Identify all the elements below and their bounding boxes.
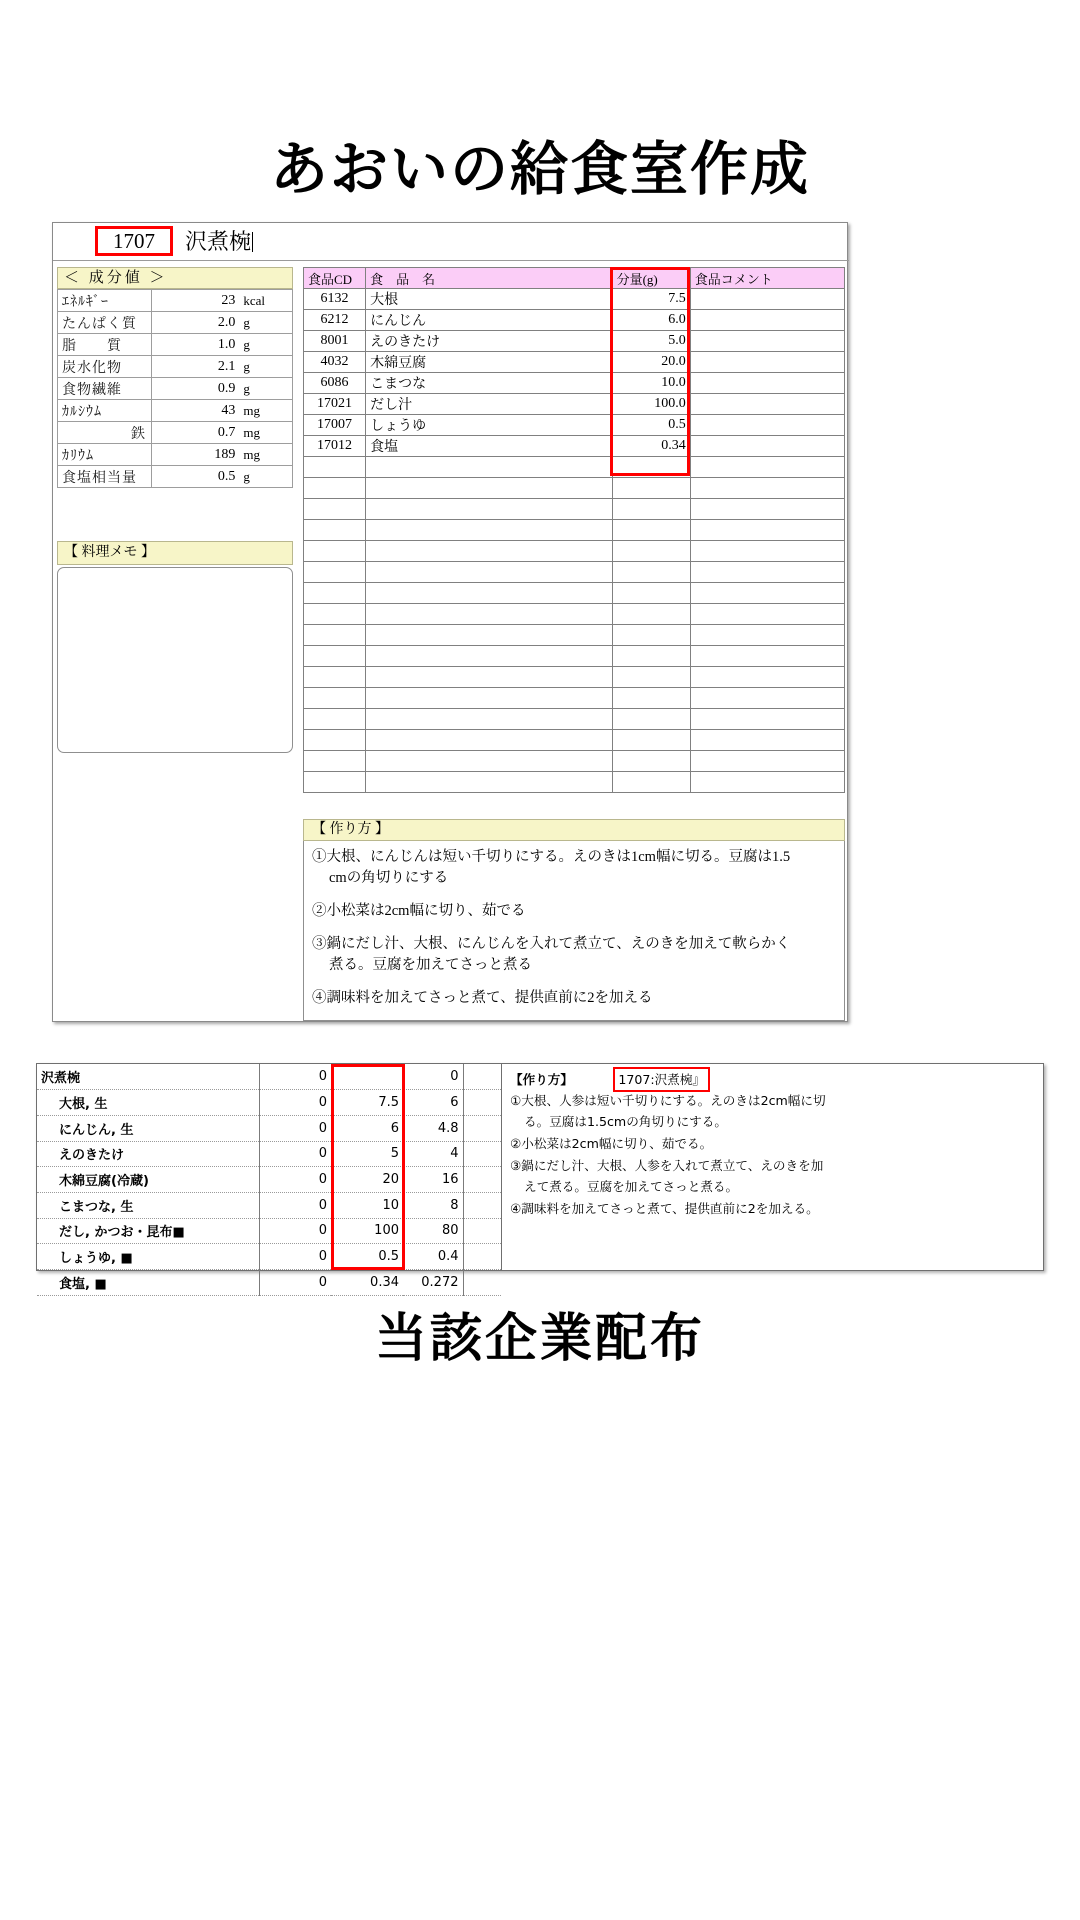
- column-header-quantity: 分量(g): [612, 268, 690, 289]
- spreadsheet-method-step-text: ①大根、人参は短い千切りにする。えのきは2cm幅に切: [510, 1093, 826, 1108]
- spreadsheet-method-step-text: ②小松菜は2cm幅に切り、茹でる。: [510, 1136, 713, 1151]
- table-row: [304, 415, 845, 436]
- method-step: [312, 901, 836, 922]
- spreadsheet-col-d: [463, 1064, 501, 1090]
- nutrition-unit: g: [239, 356, 292, 378]
- spreadsheet-item-name: しょうゆ, ■: [37, 1244, 259, 1270]
- table-row-empty[interactable]: [304, 604, 845, 625]
- table-row: [304, 436, 845, 457]
- ingredient-code: 17021: [304, 394, 366, 415]
- spreadsheet-method-step-text: ③鍋にだし汁、大根、人参を入れて煮立て、えのきを加: [510, 1158, 824, 1173]
- method-step-continuation: cmの角切りにする: [329, 870, 449, 886]
- spreadsheet-method-label: 【作り方】: [510, 1072, 573, 1087]
- spreadsheet-col-a: 0: [259, 1115, 331, 1141]
- method-steps-list: [303, 841, 845, 1021]
- memo-section-title: 【 料理メモ 】: [57, 541, 293, 565]
- table-row: [58, 290, 293, 312]
- spreadsheet-col-c: 6: [403, 1090, 463, 1116]
- nutrition-value: 0.7: [152, 422, 240, 444]
- ingredient-code: 6132: [304, 289, 366, 310]
- ingredient-comment: [690, 331, 844, 352]
- ingredient-name: 大根: [366, 289, 612, 310]
- method-step: [312, 847, 836, 889]
- spreadsheet-method-step-text: ④調味料を加えてさっと煮て、提供直前に2を加える。: [510, 1201, 819, 1216]
- spreadsheet-col-quantity: 100: [331, 1218, 403, 1244]
- spreadsheet-col-d: [463, 1090, 501, 1116]
- page-title: あおいの給食室作成: [269, 135, 810, 203]
- table-row: [37, 1167, 501, 1193]
- table-row: [37, 1218, 501, 1244]
- ingredient-comment: [690, 394, 844, 415]
- nutrition-unit: kcal: [239, 290, 292, 312]
- spreadsheet-col-c: 80: [403, 1218, 463, 1244]
- ingredient-comment: [690, 436, 844, 457]
- spreadsheet-col-a: 0: [259, 1244, 331, 1270]
- table-row: [304, 310, 845, 331]
- spreadsheet-method-header: [510, 1067, 1038, 1089]
- spreadsheet-item-name: えのきたけ: [37, 1141, 259, 1167]
- table-row: [37, 1141, 501, 1167]
- table-row-empty[interactable]: [304, 772, 845, 793]
- recipe-code-highlight: [95, 226, 173, 256]
- ingredient-code: 6212: [304, 310, 366, 331]
- nutrition-label: 炭水化物: [58, 356, 152, 378]
- table-row: [304, 331, 845, 352]
- spreadsheet-col-d: [463, 1218, 501, 1244]
- ingredient-quantity: 6.0: [612, 310, 690, 331]
- nutrition-value: 43: [152, 400, 240, 422]
- nutrition-label: 鉄: [58, 422, 152, 444]
- nutrition-table: [57, 289, 293, 488]
- ingredient-table: [303, 267, 845, 793]
- table-row-empty[interactable]: [304, 646, 845, 667]
- table-row-empty[interactable]: [304, 499, 845, 520]
- table-row-empty[interactable]: [304, 478, 845, 499]
- spreadsheet-col-d: [463, 1270, 501, 1296]
- table-row: [37, 1244, 501, 1270]
- table-row: [58, 422, 293, 444]
- spreadsheet-col-a: 0: [259, 1192, 331, 1218]
- ingredient-table-header-row: [304, 268, 845, 289]
- table-row: [58, 466, 293, 488]
- spreadsheet-col-d: [463, 1115, 501, 1141]
- footer-caption: 当該企業配布: [374, 1308, 705, 1369]
- ingredient-name: だし汁: [366, 394, 612, 415]
- nutrition-value: 2.1: [152, 356, 240, 378]
- table-row-empty[interactable]: [304, 751, 845, 772]
- nutrition-unit: g: [239, 378, 292, 400]
- table-row-empty[interactable]: [304, 688, 845, 709]
- ingredient-quantity: 5.0: [612, 331, 690, 352]
- spreadsheet-col-c: 0.4: [403, 1244, 463, 1270]
- ingredient-name: こまつな: [366, 373, 612, 394]
- table-row: [304, 289, 845, 310]
- memo-textarea[interactable]: [57, 567, 293, 753]
- nutrition-value: 189: [152, 444, 240, 466]
- spreadsheet-col-d: [463, 1192, 501, 1218]
- spreadsheet-item-name: 大根, 生: [37, 1090, 259, 1116]
- spreadsheet-col-a: 0: [259, 1270, 331, 1296]
- spreadsheet-col-quantity: 7.5: [331, 1090, 403, 1116]
- spreadsheet-col-a: 0: [259, 1218, 331, 1244]
- table-row: [37, 1192, 501, 1218]
- spreadsheet-col-c: 0.272: [403, 1270, 463, 1296]
- method-step-continuation: 煮る。豆腐を加えてさっと煮る: [329, 957, 532, 973]
- nutrition-unit: g: [239, 334, 292, 356]
- ingredient-name: えのきたけ: [366, 331, 612, 352]
- spreadsheet-col-c: 4: [403, 1141, 463, 1167]
- table-row-empty[interactable]: [304, 709, 845, 730]
- spreadsheet-method-step: [510, 1198, 1038, 1219]
- table-row: [37, 1270, 501, 1296]
- table-row: [58, 378, 293, 400]
- table-row-empty[interactable]: [304, 667, 845, 688]
- spreadsheet-col-d: [463, 1167, 501, 1193]
- table-row: [37, 1090, 501, 1116]
- spreadsheet-col-quantity: 0.34: [331, 1270, 403, 1296]
- method-step-text: ④調味料を加えてさっと煮て、提供直前に2を加える: [312, 990, 653, 1006]
- table-row: [304, 352, 845, 373]
- spreadsheet-col-c: 8: [403, 1192, 463, 1218]
- nutrition-unit: mg: [239, 400, 292, 422]
- table-row: [58, 400, 293, 422]
- ingredient-code: 4032: [304, 352, 366, 373]
- nutrition-label: 食物繊維: [58, 378, 152, 400]
- nutrition-value: 23: [152, 290, 240, 312]
- ingredient-code: 17007: [304, 415, 366, 436]
- recipe-card: [52, 222, 848, 1022]
- spreadsheet-col-a: 0: [259, 1090, 331, 1116]
- spreadsheet-method-step: [510, 1155, 1038, 1197]
- table-row-empty[interactable]: [304, 457, 845, 478]
- nutrition-unit: g: [239, 312, 292, 334]
- ingredient-name: にんじん: [366, 310, 612, 331]
- method-step-text: ③鍋にだし汁、大根、にんじんを入れて煮立て、えのきを加えて軟らかく: [312, 936, 791, 952]
- nutrition-value: 2.0: [152, 312, 240, 334]
- spreadsheet-col-a: 0: [259, 1141, 331, 1167]
- spreadsheet-method-step: [510, 1090, 1038, 1132]
- ingredient-comment: [690, 289, 844, 310]
- spreadsheet-method-step: [510, 1133, 1038, 1154]
- ingredient-quantity: 20.0: [612, 352, 690, 373]
- table-row-empty[interactable]: [304, 541, 845, 562]
- table-row-empty[interactable]: [304, 520, 845, 541]
- spreadsheet-col-d: [463, 1141, 501, 1167]
- nutrition-value: 1.0: [152, 334, 240, 356]
- spreadsheet-col-quantity: 6: [331, 1115, 403, 1141]
- ingredient-table-body: [304, 289, 845, 793]
- spreadsheet-col-c: 4.8: [403, 1115, 463, 1141]
- method-step: [312, 988, 836, 1009]
- column-header-name: 食 品 名: [366, 268, 612, 289]
- column-header-comment: 食品コメント: [690, 268, 844, 289]
- table-row: [37, 1064, 501, 1090]
- spreadsheet-col-quantity: 20: [331, 1167, 403, 1193]
- table-row: [304, 394, 845, 415]
- table-row-empty[interactable]: [304, 625, 845, 646]
- nutrition-label: 食塩相当量: [58, 466, 152, 488]
- table-row: [304, 373, 845, 394]
- table-row-empty[interactable]: [304, 562, 845, 583]
- ingredient-comment: [690, 310, 844, 331]
- spreadsheet-table: [37, 1064, 501, 1296]
- ingredient-comment: [690, 373, 844, 394]
- ingredient-quantity: 7.5: [612, 289, 690, 310]
- ingredient-quantity: 10.0: [612, 373, 690, 394]
- ingredient-name: しょうゆ: [366, 415, 612, 436]
- table-row-empty[interactable]: [304, 583, 845, 604]
- nutrition-label: ｶﾙｼｳﾑ: [58, 400, 152, 422]
- table-row: [58, 356, 293, 378]
- recipe-code: 1707: [113, 228, 155, 253]
- method-step: [312, 934, 836, 976]
- ingredient-table-wrapper: [303, 267, 845, 793]
- method-step-text: ①大根、にんじんは短い千切りにする。えのきは1cm幅に切る。豆腐は1.5: [312, 849, 791, 865]
- dish-name: 沢煮椀: [185, 229, 252, 254]
- spreadsheet-item-name: 食塩, ■: [37, 1270, 259, 1296]
- spreadsheet-col-quantity: [331, 1064, 403, 1090]
- nutrition-label: ｴﾈﾙｷﾞｰ: [58, 290, 152, 312]
- spreadsheet-col-d: [463, 1244, 501, 1270]
- spreadsheet-method-step-continuation: えて煮る。豆腐を加えてさっと煮る。: [524, 1179, 739, 1194]
- ingredient-comment: [690, 352, 844, 373]
- table-row: [37, 1115, 501, 1141]
- spreadsheet-col-quantity: 5: [331, 1141, 403, 1167]
- table-row-empty[interactable]: [304, 730, 845, 751]
- ingredient-code: 6086: [304, 373, 366, 394]
- method-step-text: ②小松菜は2cm幅に切り、茹でる: [312, 903, 526, 919]
- method-section-title: 【 作り方 】: [303, 819, 845, 841]
- summary-spreadsheet: [36, 1063, 1044, 1292]
- ingredient-code: 17012: [304, 436, 366, 457]
- nutrition-section-title: ＜ 成分値 ＞: [57, 267, 293, 289]
- nutrition-unit: mg: [239, 422, 292, 444]
- spreadsheet-item-name: こまつな, 生: [37, 1192, 259, 1218]
- spreadsheet-method-step-continuation: る。豆腐は1.5cmの角切りにする。: [524, 1114, 727, 1129]
- ingredient-quantity: 100.0: [612, 394, 690, 415]
- table-row: [58, 444, 293, 466]
- spreadsheet-right-pane: [501, 1064, 1044, 1270]
- spreadsheet-col-a: 0: [259, 1064, 331, 1090]
- ingredient-name: 木綿豆腐: [366, 352, 612, 373]
- nutrition-label: ｶﾘｳﾑ: [58, 444, 152, 466]
- spreadsheet-method-code-highlight: 1707:沢煮椀』: [613, 1067, 710, 1092]
- nutrition-unit: g: [239, 466, 292, 488]
- spreadsheet-item-name: にんじん, 生: [37, 1115, 259, 1141]
- spreadsheet-col-quantity: 0.5: [331, 1244, 403, 1270]
- nutrition-value: 0.5: [152, 466, 240, 488]
- nutrition-unit: mg: [239, 444, 292, 466]
- spreadsheet-item-name: 木綿豆腐(冷蔵): [37, 1167, 259, 1193]
- table-row: [58, 312, 293, 334]
- spreadsheet-item-name: 沢煮椀: [37, 1064, 259, 1090]
- column-header-code: 食品CD: [304, 268, 366, 289]
- ingredient-name: 食塩: [366, 436, 612, 457]
- spreadsheet-col-c: 16: [403, 1167, 463, 1193]
- ingredient-quantity: 0.34: [612, 436, 690, 457]
- spreadsheet-left-pane: [37, 1064, 501, 1292]
- nutrition-label: たんぱく質: [58, 312, 152, 334]
- nutrition-label: 脂 質: [58, 334, 152, 356]
- spreadsheet-col-quantity: 10: [331, 1192, 403, 1218]
- nutrition-value: 0.9: [152, 378, 240, 400]
- ingredient-quantity: 0.5: [612, 415, 690, 436]
- table-row: [58, 334, 293, 356]
- ingredient-comment: [690, 415, 844, 436]
- spreadsheet-col-a: 0: [259, 1167, 331, 1193]
- spreadsheet-method-steps: [510, 1090, 1038, 1219]
- spreadsheet-item-name: だし, かつお・昆布■: [37, 1218, 259, 1244]
- recipe-card-header: [53, 223, 849, 261]
- spreadsheet-col-c: 0: [403, 1064, 463, 1090]
- ingredient-code: 8001: [304, 331, 366, 352]
